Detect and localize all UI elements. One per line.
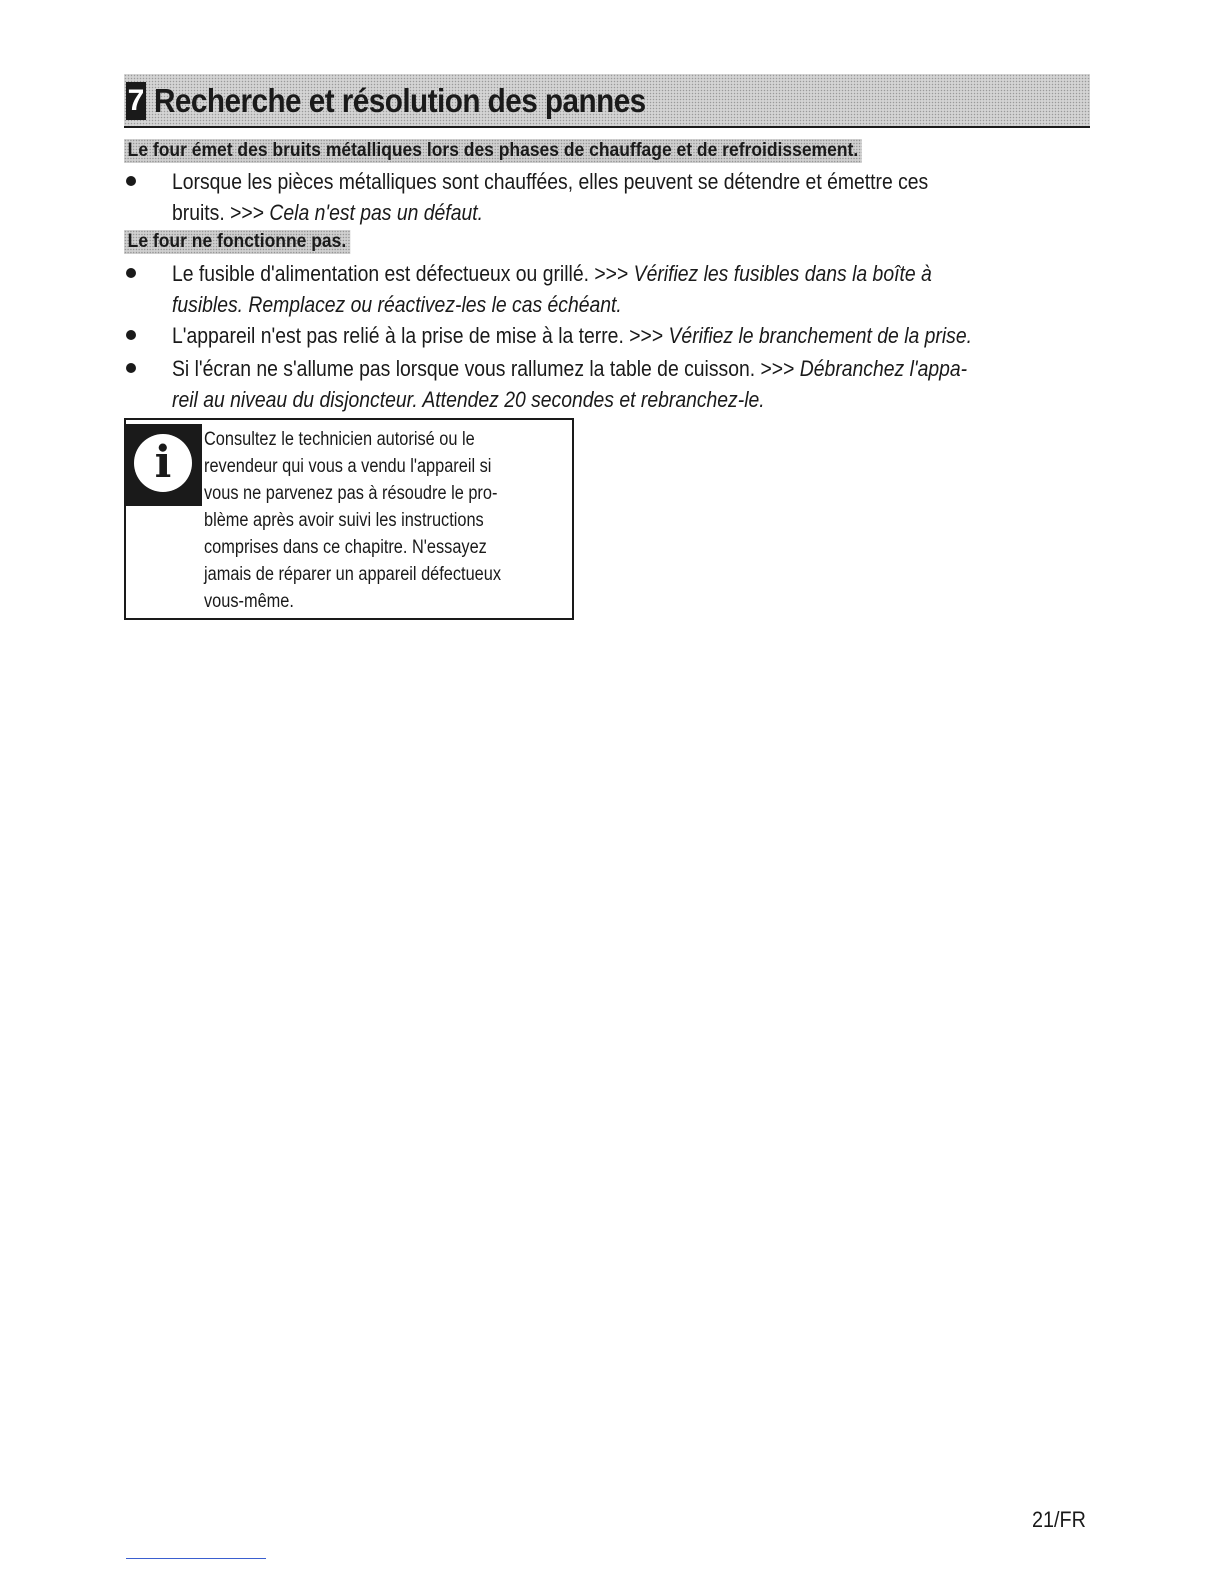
chapter-header	[124, 74, 1090, 128]
item-remedy: fusibles. Remplacez ou réactivez-les le cas échéant.	[172, 292, 622, 317]
bullet-icon	[126, 268, 136, 278]
info-line: revendeur qui vous a vendu l'appareil si	[204, 456, 492, 477]
info-line: blème après avoir suivi les instructions	[204, 510, 484, 531]
item-text: Le fusible d'alimentation est défectueux ou grillé. >>>	[172, 261, 634, 286]
list-item	[172, 166, 1052, 228]
item-text: Si l'écran ne s'allume pas lorsque vous rallumez la table de cuisson. >>>	[172, 356, 800, 381]
page-number: 21/FR	[1032, 1507, 1086, 1532]
info-line: comprises dans ce chapitre. N'essayez	[204, 537, 487, 558]
item-remedy: Vérifiez les fusibles dans la boîte à	[633, 261, 932, 286]
information-icon-circle	[134, 434, 192, 492]
item-remedy: Cela n'est pas un défaut.	[269, 200, 483, 225]
list-item	[172, 320, 1052, 351]
item-text: bruits. >>>	[172, 200, 270, 225]
information-icon	[126, 424, 202, 506]
footer-rule	[126, 1558, 266, 1559]
item-remedy: Vérifiez le branchement de la prise.	[668, 323, 972, 348]
section-heading-not-working: Le four ne fonctionne pas.	[124, 230, 350, 254]
chapter-title: Recherche et résolution des pannes	[154, 82, 646, 119]
info-note-text	[204, 426, 548, 615]
bullet-icon	[126, 330, 136, 340]
list-item	[172, 258, 1052, 320]
info-line: vous-même.	[204, 591, 294, 612]
info-line: vous ne parvenez pas à résoudre le pro-	[204, 483, 498, 504]
item-remedy: Débranchez l'appa-	[799, 356, 968, 381]
information-icon-letter: i	[154, 437, 172, 488]
info-line: jamais de réparer un appareil défectueux	[204, 564, 502, 585]
bullet-icon	[126, 176, 136, 186]
list-item	[172, 353, 1052, 415]
bullet-icon	[126, 363, 136, 373]
item-text: Lorsque les pièces métalliques sont chauffées, elles peuvent se détendre et émettre ces	[172, 169, 929, 194]
chapter-number: 7	[126, 82, 146, 120]
section-heading-noise: Le four émet des bruits métalliques lors des phases de chauffage et de refroidissement.	[124, 139, 862, 163]
item-text: L'appareil n'est pas relié à la prise de mise à la terre. >>>	[172, 323, 669, 348]
item-remedy: reil au niveau du disjoncteur. Attendez 20 secondes et rebranchez-le.	[172, 387, 765, 412]
info-note-box	[124, 418, 574, 620]
info-line: Consultez le technicien autorisé ou le	[204, 429, 475, 450]
